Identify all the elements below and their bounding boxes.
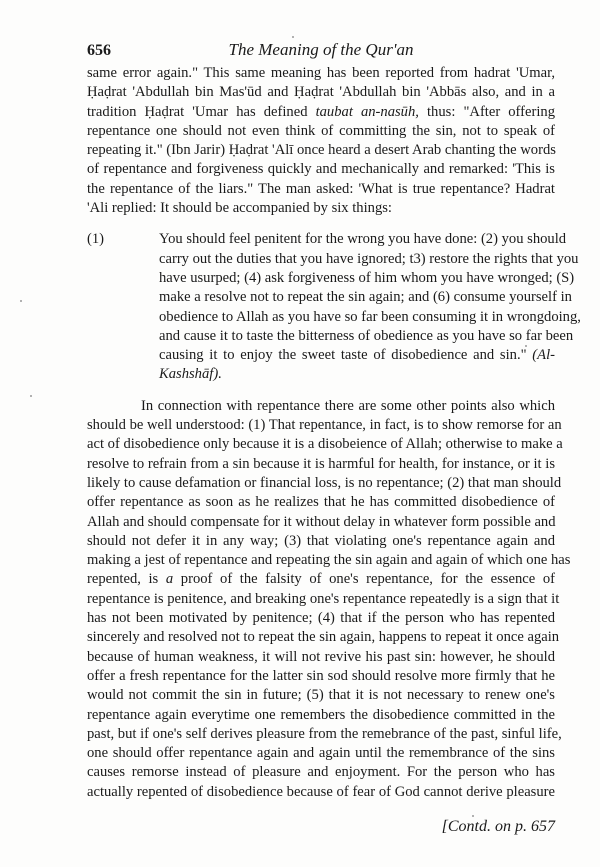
text-line: likely to cause defamation or financial loss, is no repentance; (2) that man should — [87, 474, 562, 491]
text-line: repentance one should not even think of committing the sin, not to speak of — [87, 122, 555, 139]
text-line: Allah and should compensate for it without delay in whatever form possible and — [87, 513, 556, 530]
text-line: should not defer it in any way; (3) that violating one's repentance again and — [87, 532, 555, 549]
text-line — [87, 570, 555, 589]
text-line: offer a fresh repentance for the latter sin sod should resolve more firmly that he — [87, 667, 555, 684]
running-title: The Meaning of the Qur'an — [228, 40, 414, 59]
text-line — [159, 346, 555, 365]
text-line: the repentance of the liars." The man asked: 'What is true repentance? Hadrat — [87, 180, 555, 197]
text-line: past, but if one's self derives pleasure from the remebrance of the past, sinful life, — [87, 725, 562, 742]
text-line: act of disobedience only because it is a disobeience of Allah; otherwise to make a — [87, 436, 563, 453]
text-segment: causing it to enjoy the sweet taste of disobedience and sin." — [159, 347, 527, 364]
scan-speck — [472, 815, 474, 817]
scan-speck — [30, 395, 32, 397]
text-line: should be well understood: (1) That repentance, in fact, is to show remorse for an — [87, 417, 562, 434]
text-line: repentance is penitence, and breaking one's repentance repeatedly is a sign that it — [87, 590, 560, 607]
page-header — [87, 42, 555, 64]
citation: (Al- — [532, 347, 555, 364]
paragraph-1 — [87, 64, 555, 218]
italic-word: a — [165, 571, 174, 588]
text-line: actually repented of disobedience because of fear of God cannot derive pleasure — [87, 783, 555, 800]
text-line: carry out the duties that you have ignored; t3) restore the rights that you — [159, 250, 579, 267]
spacer — [87, 385, 555, 397]
list-item-body — [159, 230, 581, 384]
text-line: In connection with repentance there are some other points also which — [141, 397, 555, 414]
text-line: obedience to Allah as you have so far been consuming it in wrongdoing, — [159, 308, 581, 325]
scan-speck — [20, 300, 22, 302]
text-line: causes remorse instead of pleasure and enjoyment. For the person who has — [87, 764, 555, 781]
scan-speck — [292, 36, 294, 38]
text-line: Ḥaḍrat 'Abdullah bin Mas'ūd and Ḥaḍrat 'Abdullah bin 'Abbās also, and in a — [87, 84, 555, 101]
page-number: 656 — [87, 42, 111, 59]
numbered-list-item — [87, 230, 581, 384]
text-line: make a resolve not to repeat the sin again; and (6) consume yourself in — [159, 289, 572, 306]
text-segment: proof of the falsity of one's repentance, for the essence of — [180, 571, 555, 588]
text-line: has not been motivated by penitence; (4) that if the person who has repented — [87, 610, 555, 627]
text-line — [159, 365, 555, 384]
scan-speck — [525, 345, 527, 347]
text-segment: thus: "After offering — [427, 103, 556, 120]
text-line: resolve to refrain from a sin because it is harmful for health, for instance, or it is — [87, 455, 555, 472]
text-segment: repented, is — [87, 571, 159, 588]
body-text — [87, 64, 581, 802]
text-line: 'Ali replied: It should be accompanied by six things: — [87, 200, 392, 217]
text-line: and cause it to taste the bitterness of obedience as you have so far been — [159, 327, 574, 344]
list-marker: (1) — [87, 231, 105, 248]
text-line: making a jest of repentance and repeating the sin again and again of which one has — [87, 552, 571, 569]
text-segment: tradition Ḥaḍrat 'Umar has defined — [87, 103, 308, 120]
continuation-note: [Contd. on p. 657 — [441, 818, 555, 835]
text-line: one should offer repentance again and again until the remembrance of the sins — [87, 745, 555, 762]
text-line: because of human weakness, it will not revive his past sin: however, he should — [87, 648, 555, 665]
spacer — [87, 218, 555, 230]
text-line: sincerely and resolved not to repeat the sin again, happens to repeat it once again — [87, 629, 560, 646]
text-line: You should feel penitent for the wrong you have done: (2) you should — [159, 231, 567, 248]
text-line — [87, 103, 555, 122]
text-line: offer repentance as soon as he realizes that he has committed disobedience of — [87, 494, 555, 511]
text-line: repentance again everytime one remembers the disobedience committed in the — [87, 706, 555, 723]
text-line: same error again." This same meaning has been reported from hadrat 'Umar, — [87, 65, 555, 81]
text-line: of repentance and forgiveness quickly and mechanically and remarked: 'This is — [87, 161, 555, 178]
text-line: would not commit the sin in future; (5) that it is not necessary to renew one's — [87, 687, 555, 704]
citation: Kashshāf). — [159, 366, 222, 383]
italic-term: taubat an-nasūh, — [315, 103, 419, 120]
paragraph-2 — [87, 397, 571, 802]
text-line: repeating it." (Ibn Jarir) Ḥaḍrat 'Alī once heard a desert Arab chanting the words — [87, 142, 556, 159]
text-line: have usurped; (4) ask forgiveness of him whom you have wronged; (S) — [159, 269, 575, 286]
